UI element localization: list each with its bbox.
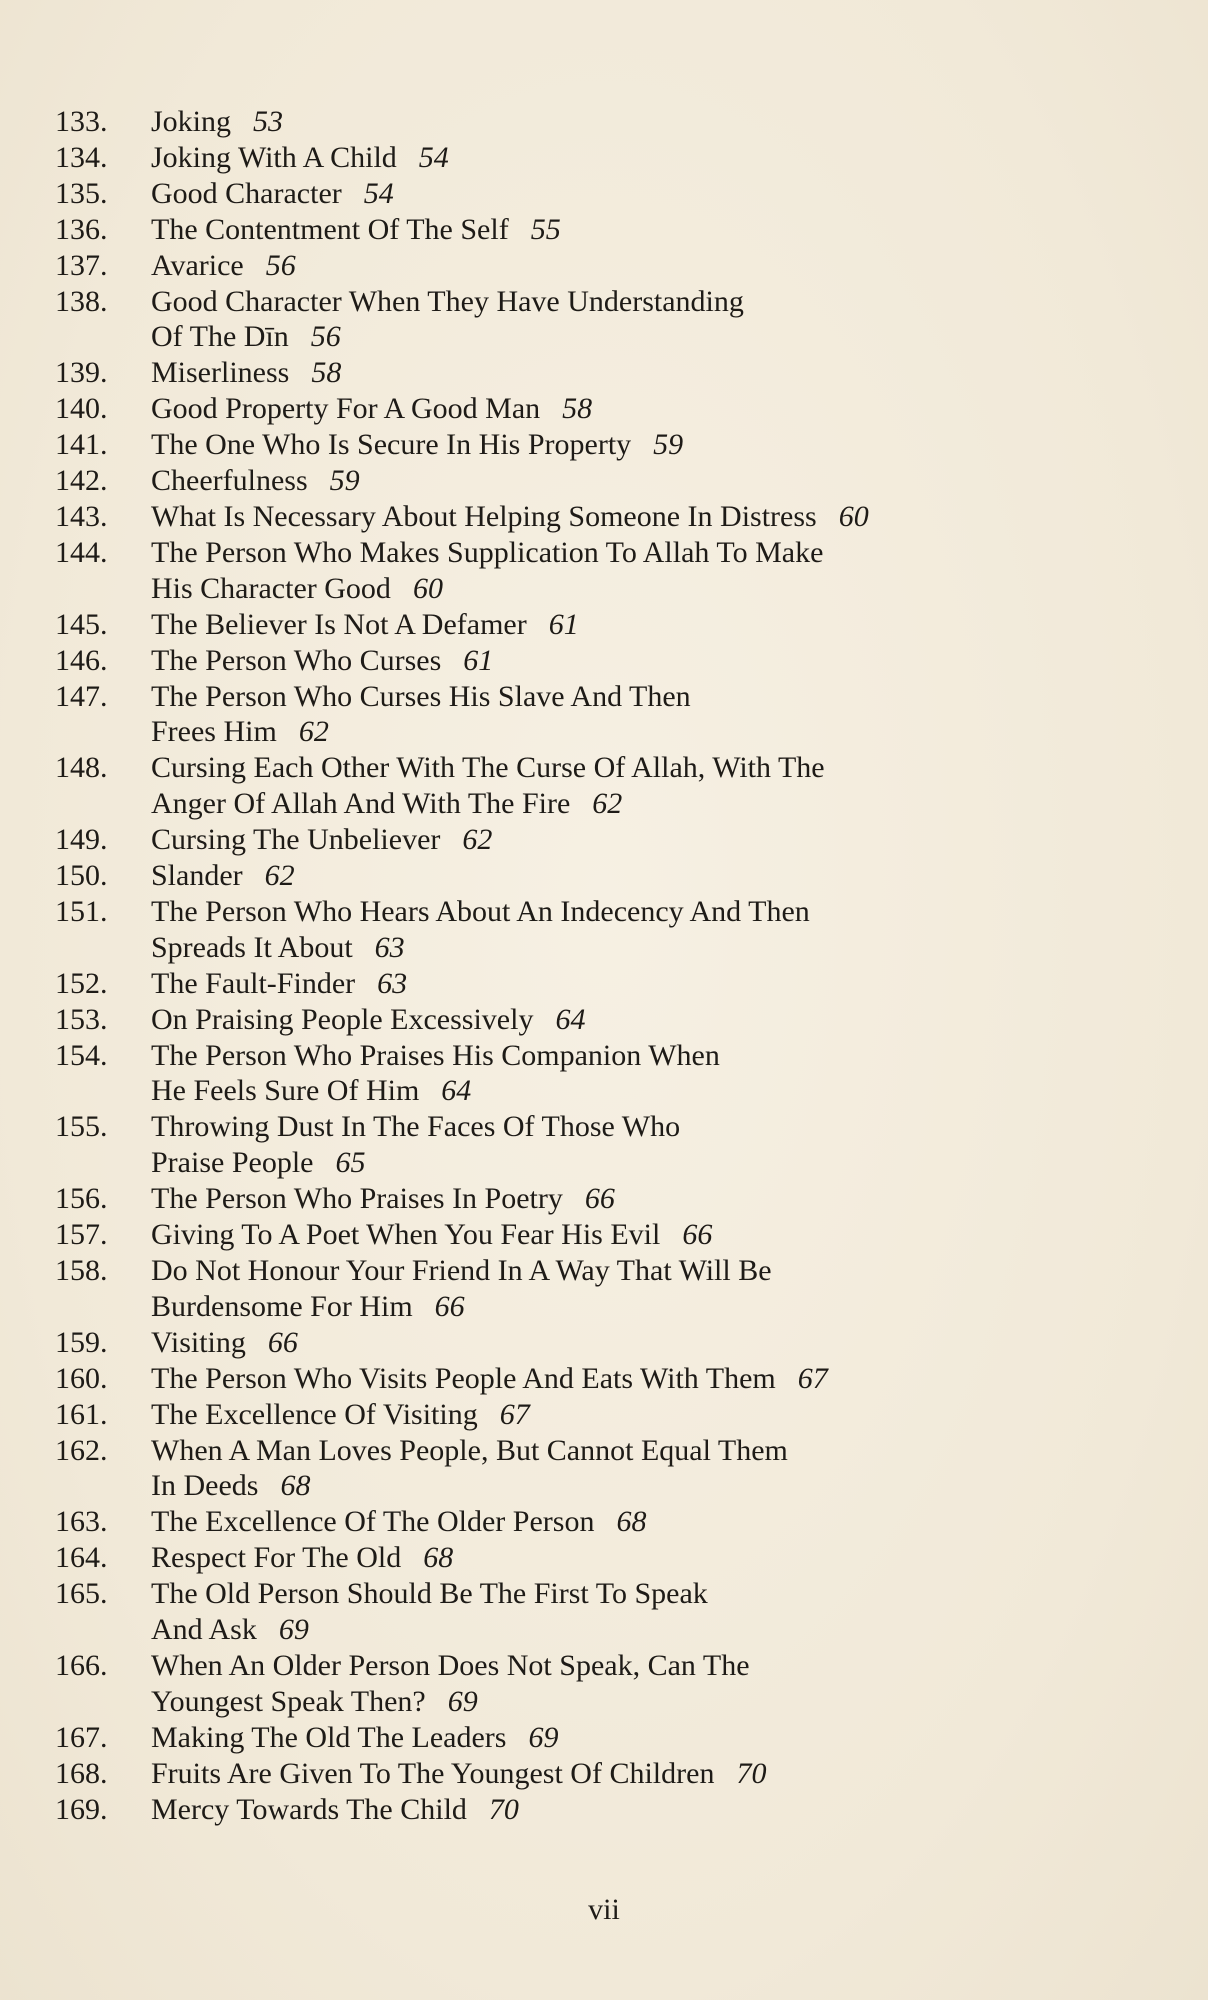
entry-page-ref: 65 [335,1146,366,1180]
toc-entry [55,463,1165,499]
entry-title: Fruits Are Given To The Youngest Of Children [151,1756,715,1790]
entry-title: The One Who Is Secure In His Property [151,428,632,462]
entry-page-ref: 59 [653,428,684,462]
entry-page-ref: 66 [434,1289,465,1323]
entry-title: Giving To A Poet When You Fear His Evil [151,1218,661,1252]
entry-page-ref: 64 [555,1002,586,1036]
entry-number: 149. [55,823,108,857]
entry-page-ref: 56 [310,320,341,354]
entry-title: Do Not Honour Your Friend In A Way That Will Be Burdensome For Him [151,1254,772,1323]
entry-number: 163. [55,1505,108,1539]
entry-text [151,1504,1165,1540]
entry-title: The Believer Is Not A Defamer [151,607,527,641]
entry-title: Respect For The Old [151,1541,402,1575]
entry-text [151,607,1165,643]
entry-title: Good Property For A Good Man [151,392,541,426]
entry-number: 159. [55,1325,108,1359]
entry-title: The Person Who Curses [151,643,442,677]
toc-entry [55,248,1165,284]
entry-title: The Person Who Curses His Slave And Then Frees Him [151,679,691,749]
entry-page-ref: 58 [311,356,342,390]
entry-text [151,176,1165,212]
entry-number: 143. [55,499,108,533]
entry-title: Good Character When They Have Understanding Of The Dīn [151,284,744,354]
toc-entry [55,140,1165,176]
entry-number: 137. [55,248,108,282]
entry-title: Visiting [151,1325,246,1359]
entry-number: 134. [55,140,108,174]
entry-text [151,894,1165,966]
toc-entry [55,1038,1165,1110]
toc-entry [55,1504,1165,1540]
entry-title: Joking With A Child [151,140,397,174]
entry-page-ref: 66 [584,1182,615,1216]
entry-text [151,643,1165,679]
entry-page-ref: 70 [488,1792,519,1826]
entry-number: 151. [55,894,108,928]
entry-number: 153. [55,1002,108,1036]
entry-title: Cursing The Unbeliever [151,823,441,857]
entry-number: 146. [55,643,108,677]
entry-number: 155. [55,1110,108,1144]
entry-title: Avarice [151,248,244,282]
entry-page-ref: 70 [736,1756,767,1790]
toc-entry [55,176,1165,212]
entry-text [151,391,1165,427]
entry-text [151,858,1165,894]
entry-title: Throwing Dust In The Faces Of Those Who Praise People [151,1110,681,1180]
entry-text [151,966,1165,1002]
entry-text [151,427,1165,463]
toc-entry [55,1181,1165,1217]
entry-title: Joking [151,105,232,138]
entry-title: When An Older Person Does Not Speak, Can The Youngest Speak Then? [151,1648,750,1718]
entry-page-ref: 58 [562,392,593,426]
toc-entry [55,894,1165,966]
entry-number: 156. [55,1182,108,1216]
entry-number: 152. [55,966,108,1000]
toc-entry [55,750,1165,822]
entry-number: 141. [55,428,108,462]
entry-number: 164. [55,1541,108,1575]
toc-entry [55,499,1165,535]
entry-number: 138. [55,284,108,318]
entry-text [151,1253,1165,1325]
toc-entry [55,391,1165,427]
entry-text [151,750,1165,822]
entry-number: 136. [55,212,108,246]
entry-title: The Person Who Hears About An Indecency And Then Spreads It About [151,894,810,964]
toc-entry [55,427,1165,463]
toc-entry [55,643,1165,679]
entry-title: What Is Necessary About Helping Someone In Distress [151,499,817,533]
entry-title: The Person Who Makes Supplication To Allah To Make His Character Good [151,535,824,605]
entry-text [151,1217,1165,1253]
entry-text [151,499,1165,535]
toc-entry [55,1540,1165,1576]
entry-text [151,248,1165,284]
entry-page-ref: 54 [418,140,449,174]
entry-text [151,1397,1165,1433]
toc-entry [55,1720,1165,1756]
entry-text [151,140,1165,176]
entry-title: The Excellence Of Visiting [151,1397,478,1431]
entry-text [151,1109,1165,1181]
entry-text [151,104,1165,140]
toc-entry [55,355,1165,391]
toc-entry [55,1576,1165,1648]
entry-page-ref: 64 [441,1074,472,1108]
entry-number: 169. [55,1792,108,1826]
entry-number: 147. [55,679,108,713]
entry-page-ref: 62 [264,859,295,893]
entry-number: 140. [55,392,108,426]
entry-page-ref: 61 [548,607,579,641]
entry-title: The Excellence Of The Older Person [151,1505,595,1539]
entry-title: When A Man Loves People, But Cannot Equal Them In Deeds [151,1433,788,1503]
entry-number: 158. [55,1254,108,1287]
toc-entry [55,858,1165,894]
entry-page-ref: 62 [462,823,493,857]
entry-number: 166. [55,1648,108,1682]
toc-entry [55,1361,1165,1397]
entry-number: 148. [55,751,108,785]
entry-page-ref: 69 [278,1613,309,1647]
entry-page-ref: 69 [528,1720,559,1754]
entry-title: Slander [151,859,243,893]
entry-title: The Contentment Of The Self [151,212,509,246]
entry-title: The Person Who Praises In Poetry [151,1182,563,1216]
entry-number: 133. [55,105,108,138]
entry-page-ref: 60 [838,499,869,533]
toc-entry [55,535,1165,607]
entry-page-ref: 59 [329,464,360,498]
entry-title: The Old Person Should Be The First To Speak And Ask [151,1577,708,1647]
entry-text [151,1361,1165,1397]
entry-page-ref: 66 [682,1218,713,1252]
entry-title: Miserliness [151,356,290,390]
entry-page-ref: 60 [412,571,443,605]
entry-text [151,355,1165,391]
entry-text [151,1576,1165,1648]
page-number: vii [588,1893,620,1926]
entry-number: 157. [55,1218,108,1252]
toc-entry [55,1217,1165,1253]
entry-title: On Praising People Excessively [151,1002,534,1036]
toc-entry [55,1792,1165,1828]
entry-page-ref: 68 [616,1505,647,1539]
entry-title: Making The Old The Leaders [151,1720,507,1754]
entry-text [151,463,1165,499]
entry-title: The Person Who Visits People And Eats With Them [151,1361,776,1395]
toc-entry [55,1397,1165,1433]
entry-text [151,1756,1165,1792]
toc-entry [55,966,1165,1002]
entry-text [151,212,1165,248]
entry-title: Cheerfulness [151,464,308,498]
table-of-contents [55,104,1165,1828]
entry-text [151,1648,1165,1720]
entry-page-ref: 68 [280,1469,311,1503]
entry-text [151,284,1165,356]
entry-number: 162. [55,1433,108,1467]
toc-entry [55,1756,1165,1792]
entry-number: 139. [55,356,108,390]
entry-page-ref: 53 [253,105,284,138]
entry-number: 135. [55,176,108,210]
entry-title: Cursing Each Other With The Curse Of Allah, With The Anger Of Allah And With The Fire [151,751,825,821]
entry-page-ref: 55 [530,212,561,246]
entry-title: The Person Who Praises His Companion When He Feels Sure Of Him [151,1038,720,1108]
toc-entry [55,1433,1165,1505]
toc-entry [55,284,1165,356]
toc-entry [55,1002,1165,1038]
entry-number: 161. [55,1397,108,1431]
entry-number: 165. [55,1577,108,1611]
entry-number: 142. [55,464,108,498]
entry-number: 145. [55,607,108,641]
entry-text [151,1720,1165,1756]
entry-text [151,1002,1165,1038]
toc-entry [55,679,1165,751]
entry-page-ref: 67 [797,1361,828,1395]
entry-number: 150. [55,859,108,893]
entry-text [151,1325,1165,1361]
toc-entry [55,1648,1165,1720]
entry-text [151,1433,1165,1505]
entry-page-ref: 63 [374,930,405,964]
toc-entry [55,1253,1165,1325]
entry-page-ref: 61 [463,643,494,677]
entry-page-ref: 67 [499,1397,530,1431]
entry-page-ref: 62 [592,787,623,821]
entry-number: 168. [55,1756,108,1790]
entry-text [151,679,1165,751]
entry-number: 144. [55,535,108,569]
entry-page-ref: 66 [267,1325,298,1359]
toc-entry [55,822,1165,858]
entry-page-ref: 68 [423,1541,454,1575]
toc-entry [55,607,1165,643]
entry-number: 154. [55,1038,108,1072]
entry-text [151,1038,1165,1110]
entry-text [151,822,1165,858]
entry-text [151,1792,1165,1828]
entry-page-ref: 63 [377,966,408,1000]
entry-text [151,1181,1165,1217]
entry-page-ref: 54 [363,176,394,210]
entry-title: Good Character [151,176,342,210]
toc-entry [55,104,1165,140]
entry-number: 160. [55,1361,108,1395]
toc-entry [55,1325,1165,1361]
entry-title: The Fault-Finder [151,966,356,1000]
toc-entry [55,212,1165,248]
entry-page-ref: 62 [298,715,329,749]
entry-text [151,1540,1165,1576]
entry-text [151,535,1165,607]
entry-title: Mercy Towards The Child [151,1792,467,1826]
entry-page-ref: 69 [447,1684,478,1718]
entry-number: 167. [55,1720,108,1754]
toc-entry [55,1109,1165,1181]
entry-page-ref: 56 [265,248,296,282]
